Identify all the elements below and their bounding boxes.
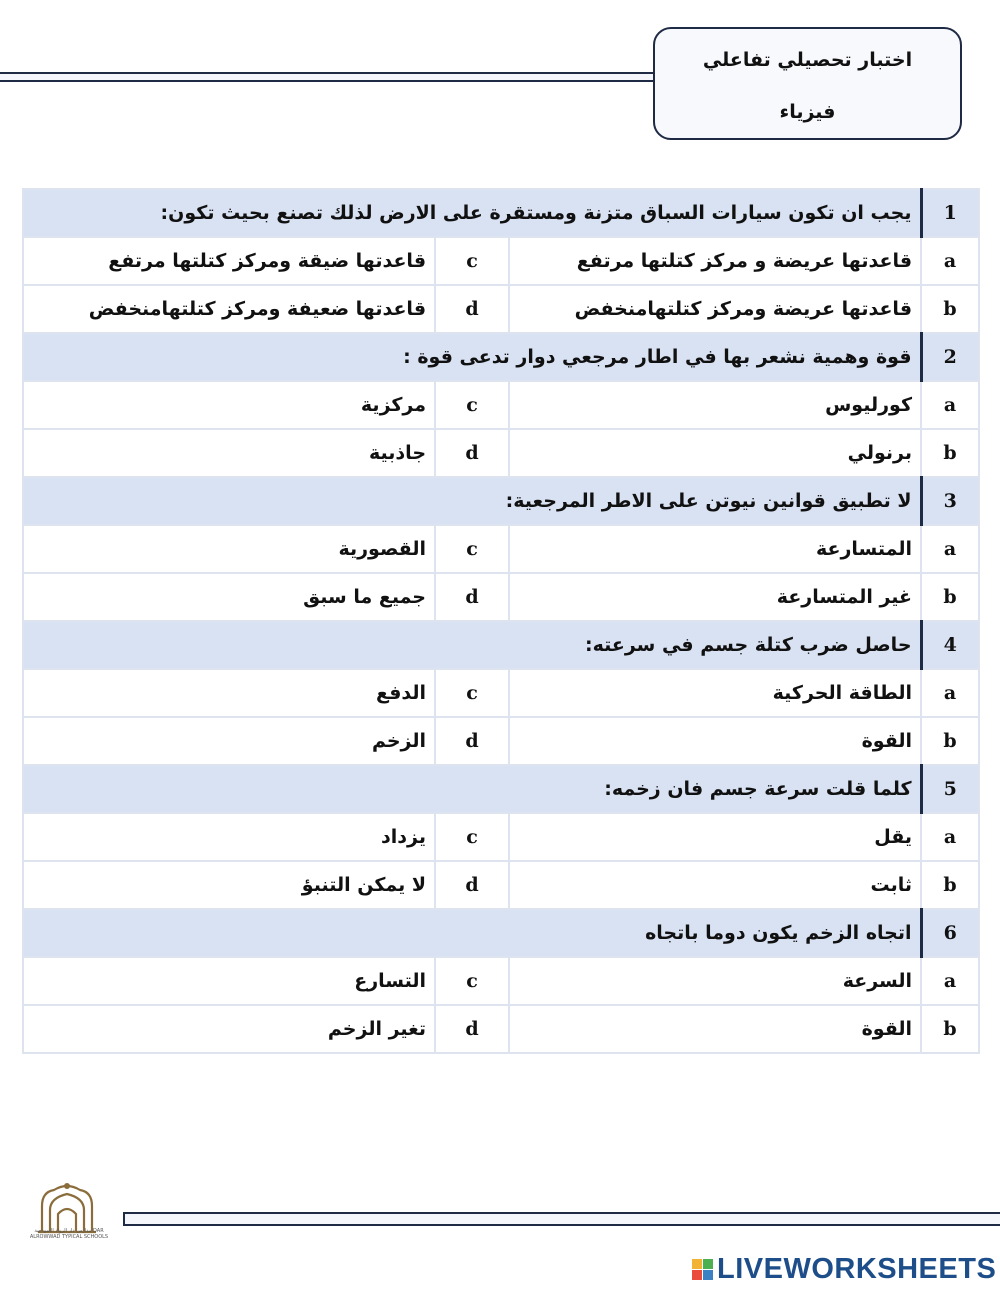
option-d[interactable]: قاعدتها ضعيفة ومركز كتلتهامنخفض [23, 285, 435, 333]
question-text: كلما قلت سرعة جسم فان زخمه: [23, 765, 921, 813]
option-a[interactable]: الطاقة الحركية [509, 669, 921, 717]
question-row [23, 189, 979, 237]
option-b[interactable]: القوة [509, 1005, 921, 1053]
option-a[interactable]: السرعة [509, 957, 921, 1005]
answer-row [23, 285, 979, 333]
option-letter-b: b [921, 1005, 979, 1053]
footer-rule [123, 1212, 1000, 1226]
option-a[interactable]: المتسارعة [509, 525, 921, 573]
option-letter-a: a [921, 669, 979, 717]
question-number: 1 [921, 189, 979, 237]
option-d[interactable]: الزخم [23, 717, 435, 765]
answer-row [23, 717, 979, 765]
option-letter-a: a [921, 525, 979, 573]
school-logo-caption: مدارس دار الرواد النموذجية DAR ALROWWAD TYPICAL SCHOOLS [29, 1228, 109, 1240]
question-text: لا تطبيق قوانين نيوتن على الاطر المرجعية: [23, 477, 921, 525]
option-letter-b: b [921, 573, 979, 621]
option-letter-b: b [921, 429, 979, 477]
question-number: 4 [921, 621, 979, 669]
question-text: حاصل ضرب كتلة جسم في سرعته: [23, 621, 921, 669]
logo-square [692, 1259, 702, 1269]
answer-row [23, 813, 979, 861]
liveworksheets-brand[interactable] [692, 1252, 996, 1286]
logo-square [703, 1270, 713, 1280]
question-row [23, 621, 979, 669]
logo-square [703, 1259, 713, 1269]
option-letter-a: a [921, 957, 979, 1005]
answer-row [23, 381, 979, 429]
option-b[interactable]: برنولي [509, 429, 921, 477]
option-c[interactable]: مركزية [23, 381, 435, 429]
option-letter-b: b [921, 717, 979, 765]
question-text: قوة وهمية نشعر بها في اطار مرجعي دوار تدعى قوة : [23, 333, 921, 381]
option-letter-c: c [435, 957, 509, 1005]
option-letter-a: a [921, 813, 979, 861]
option-letter-c: c [435, 669, 509, 717]
question-row [23, 765, 979, 813]
option-letter-a: a [921, 381, 979, 429]
option-d[interactable]: لا يمكن التنبؤ [23, 861, 435, 909]
option-b[interactable]: القوة [509, 717, 921, 765]
liveworksheets-logo-icon [692, 1259, 713, 1280]
subject-title: فيزياء [779, 101, 836, 123]
question-row [23, 477, 979, 525]
option-a[interactable]: كورليوس [509, 381, 921, 429]
option-d[interactable]: جميع ما سبق [23, 573, 435, 621]
option-letter-a: a [921, 237, 979, 285]
option-c[interactable]: القصورية [23, 525, 435, 573]
logo-square [692, 1270, 702, 1280]
option-letter-b: b [921, 285, 979, 333]
option-letter-d: d [435, 717, 509, 765]
option-c[interactable]: الدفع [23, 669, 435, 717]
option-b[interactable]: غير المتسارعة [509, 573, 921, 621]
option-b[interactable]: ثابت [509, 861, 921, 909]
option-a[interactable]: قاعدتها عريضة و مركز كتلتها مرتفع [509, 237, 921, 285]
option-d[interactable]: تغير الزخم [23, 1005, 435, 1053]
question-number: 5 [921, 765, 979, 813]
quiz-table [22, 188, 980, 1054]
answer-row [23, 1005, 979, 1053]
question-row [23, 333, 979, 381]
option-a[interactable]: يقل [509, 813, 921, 861]
answer-row [23, 573, 979, 621]
answer-row [23, 861, 979, 909]
option-d[interactable]: جاذبية [23, 429, 435, 477]
question-number: 2 [921, 333, 979, 381]
option-c[interactable]: التسارع [23, 957, 435, 1005]
option-letter-d: d [435, 573, 509, 621]
option-letter-b: b [921, 861, 979, 909]
question-number: 6 [921, 909, 979, 957]
option-c[interactable]: قاعدتها ضيقة ومركز كتلتها مرتفع [23, 237, 435, 285]
answer-row [23, 429, 979, 477]
option-c[interactable]: يزداد [23, 813, 435, 861]
answer-row [23, 525, 979, 573]
answer-row [23, 669, 979, 717]
question-text: اتجاه الزخم يكون دوما باتجاه [23, 909, 921, 957]
option-letter-d: d [435, 861, 509, 909]
answer-row [23, 957, 979, 1005]
question-number: 3 [921, 477, 979, 525]
question-text: يجب ان تكون سيارات السباق متزنة ومستقرة على الارض لذلك تصنع بحيث تكون: [23, 189, 921, 237]
question-row [23, 909, 979, 957]
option-b[interactable]: قاعدتها عريضة ومركز كتلتهامنخفض [509, 285, 921, 333]
answer-row [23, 237, 979, 285]
option-letter-c: c [435, 813, 509, 861]
title-line-1: اختبار تحصيلي تفاعلي [702, 49, 913, 71]
option-letter-d: d [435, 1005, 509, 1053]
liveworksheets-text: LIVEWORKSHEETS [717, 1252, 997, 1285]
option-letter-c: c [435, 237, 509, 285]
option-letter-d: d [435, 429, 509, 477]
title-box [653, 27, 962, 140]
header-rule [0, 72, 655, 82]
option-letter-c: c [435, 381, 509, 429]
option-letter-c: c [435, 525, 509, 573]
option-letter-d: d [435, 285, 509, 333]
